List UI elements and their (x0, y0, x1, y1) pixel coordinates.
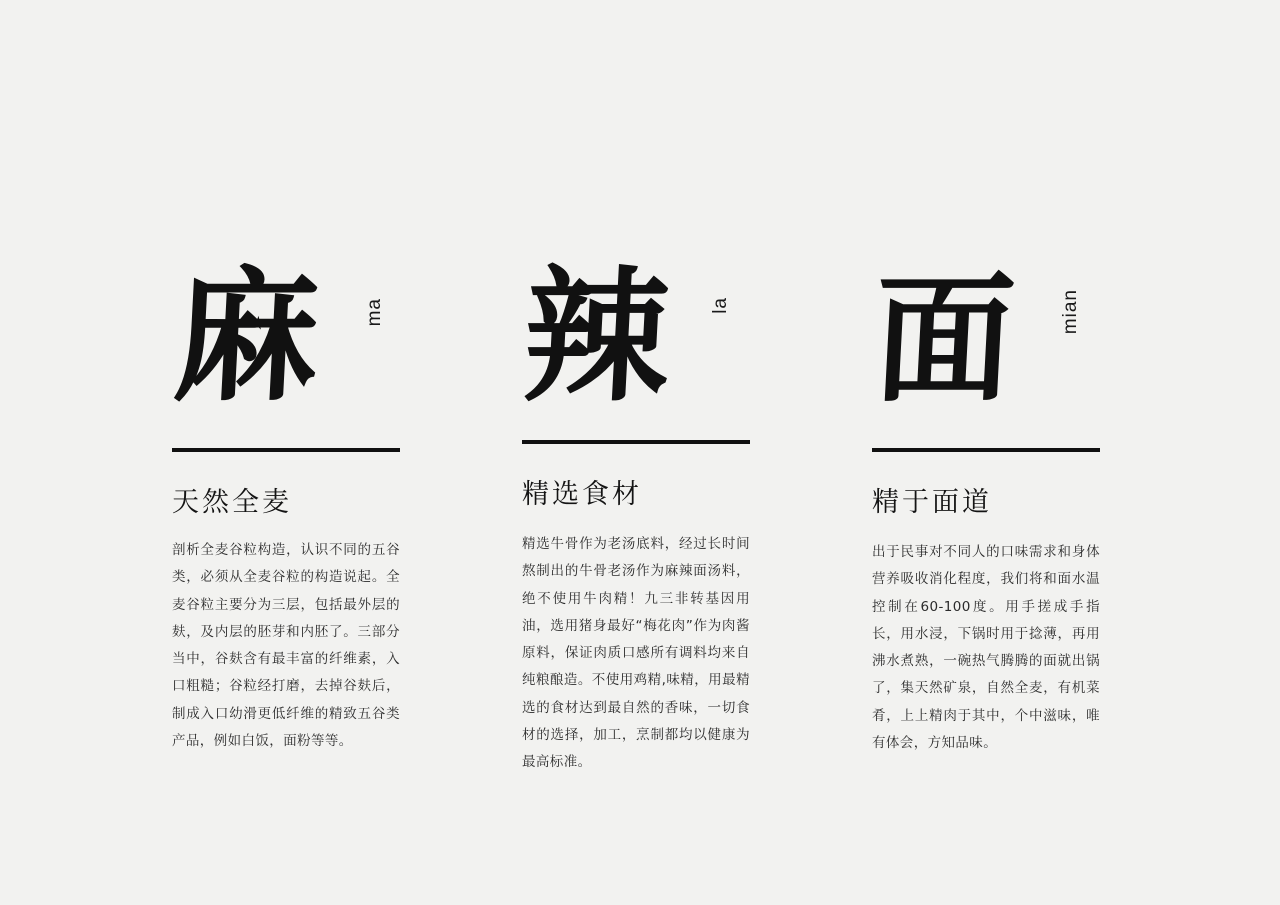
column-heading-2: 精选食材 (522, 479, 642, 510)
glyph-row-2 (519, 180, 750, 422)
divider-rule-3 (872, 448, 1100, 452)
glyph-row-1 (169, 180, 400, 422)
divider-rule-1 (172, 448, 400, 452)
column-body-1: 剖析全麦谷粒构造，认识不同的五谷类，必须从全麦谷粒的构造说起。全麦谷粒主要分为三层，包括最外层的麸，及内层的胚芽和内胚了。三部分当中，谷麸含有最丰富的纤维素，入口粗糙；谷粒经打磨，去掉谷麸后，制成入口幼滑更低纤维的精致五谷类产品，例如白饭，面粉等等。 (172, 542, 400, 749)
column-heading-3: 精于面道 (872, 487, 992, 518)
pinyin-label-mian: mian (1060, 288, 1081, 334)
glyph-row-3 (869, 180, 1100, 422)
feature-column-2 (519, 0, 750, 776)
pinyin-label-ma: ma (364, 297, 385, 326)
calligraphy-glyph-mian: 面 (869, 258, 1019, 422)
column-heading-1: 天然全麦 (172, 487, 292, 518)
feature-column-3 (869, 0, 1100, 757)
column-body-3: 出于民事对不同人的口味需求和身体营养吸收消化程度，我们将和面水温控制在60-100度。用手搓成手指长，用水浸，下锅时用于捻薄，再用沸水煮熟，一碗热气腾腾的面就出锅了，集天然矿泉，自然全麦，有机菜肴，上上精肉于其中，个中滋味，唯有体会，方知品味。 (872, 544, 1100, 751)
pinyin-label-la: la (710, 297, 731, 314)
column-body-2: 精选牛骨作为老汤底料，经过长时间熬制出的牛骨老汤作为麻辣面汤料，绝不使用牛肉精！九三非转基因用油，选用猪身最好“梅花肉”作为肉酱原料，保证肉质口感所有调料均来自纯粮酿造。不使用鸡精,味精，用最精选的食材达到最自然的香味，一切食材的选择，加工，烹制都均以健康为最高标准。 (522, 536, 750, 771)
feature-column-1 (169, 0, 400, 755)
divider-rule-2 (522, 440, 750, 444)
calligraphy-glyph-la: 辣 (519, 252, 674, 422)
calligraphy-glyph-ma: 麻 (169, 252, 324, 422)
